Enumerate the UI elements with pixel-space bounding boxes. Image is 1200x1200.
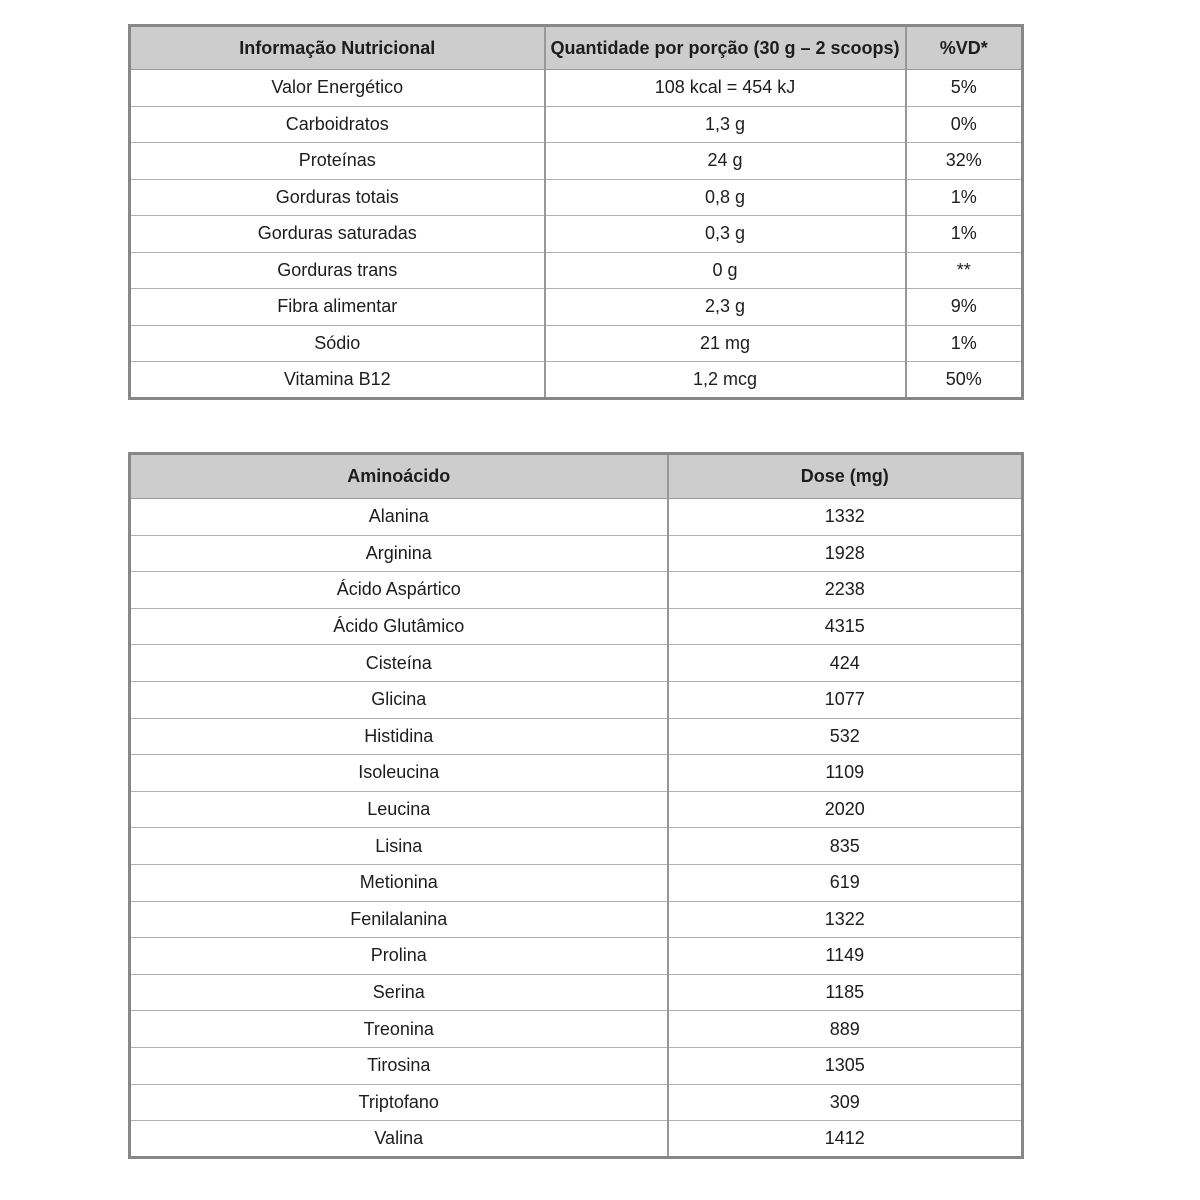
amino-name: Ácido Glutâmico (130, 608, 668, 645)
amino-header-dose: Dose (mg) (668, 454, 1023, 499)
amino-name: Valina (130, 1121, 668, 1158)
amino-dose: 619 (668, 864, 1023, 901)
nutrient-label: Sódio (130, 325, 545, 362)
table-row (130, 791, 1023, 828)
table-row (130, 681, 1023, 718)
table-row (130, 499, 1023, 536)
amino-dose: 1185 (668, 974, 1023, 1011)
nutrient-label: Fibra alimentar (130, 289, 545, 326)
nutrient-vd: ** (906, 252, 1023, 289)
amino-dose: 1332 (668, 499, 1023, 536)
amino-dose: 1109 (668, 755, 1023, 792)
table-row (130, 143, 1023, 180)
amino-dose: 1077 (668, 681, 1023, 718)
nutrient-amount: 1,2 mcg (545, 362, 906, 399)
amino-name: Glicina (130, 681, 668, 718)
table-row (130, 179, 1023, 216)
table-row (130, 70, 1023, 107)
amino-dose: 835 (668, 828, 1023, 865)
amino-dose: 2238 (668, 572, 1023, 609)
amino-name: Tirosina (130, 1047, 668, 1084)
table-row (130, 535, 1023, 572)
amino-dose: 532 (668, 718, 1023, 755)
amino-name: Triptofano (130, 1084, 668, 1121)
amino-name: Treonina (130, 1011, 668, 1048)
amino-name: Arginina (130, 535, 668, 572)
nutrient-amount: 0 g (545, 252, 906, 289)
table-row (130, 572, 1023, 609)
nutrient-label: Carboidratos (130, 106, 545, 143)
table-row (130, 325, 1023, 362)
nutrient-label: Vitamina B12 (130, 362, 545, 399)
table-row (130, 828, 1023, 865)
nutrient-amount: 24 g (545, 143, 906, 180)
amino-name: Cisteína (130, 645, 668, 682)
nutrient-vd: 9% (906, 289, 1023, 326)
nutrient-vd: 1% (906, 216, 1023, 253)
amino-dose: 1412 (668, 1121, 1023, 1158)
amino-name: Metionina (130, 864, 668, 901)
table-row (130, 252, 1023, 289)
nutrient-amount: 0,3 g (545, 216, 906, 253)
nutrient-vd: 1% (906, 179, 1023, 216)
nutrient-amount: 108 kcal = 454 kJ (545, 70, 906, 107)
amino-dose: 424 (668, 645, 1023, 682)
nutrient-amount: 1,3 g (545, 106, 906, 143)
table-row (130, 362, 1023, 399)
nutrient-vd: 0% (906, 106, 1023, 143)
amino-acid-table (128, 452, 1024, 1159)
table-row (130, 645, 1023, 682)
amino-dose: 1322 (668, 901, 1023, 938)
amino-name: Serina (130, 974, 668, 1011)
amino-dose: 4315 (668, 608, 1023, 645)
amino-header-row (130, 454, 1023, 499)
nutrient-amount: 0,8 g (545, 179, 906, 216)
amino-name: Alanina (130, 499, 668, 536)
amino-header-name: Aminoácido (130, 454, 668, 499)
amino-name: Leucina (130, 791, 668, 828)
nutrition-header-info: Informação Nutricional (130, 26, 545, 70)
table-row (130, 864, 1023, 901)
table-row (130, 938, 1023, 975)
amino-name: Isoleucina (130, 755, 668, 792)
table-row (130, 1047, 1023, 1084)
nutrient-label: Gorduras trans (130, 252, 545, 289)
table-row (130, 608, 1023, 645)
nutrition-table (128, 24, 1024, 400)
nutrient-vd: 50% (906, 362, 1023, 399)
table-row (130, 901, 1023, 938)
nutrient-vd: 32% (906, 143, 1023, 180)
table-row (130, 289, 1023, 326)
amino-name: Lisina (130, 828, 668, 865)
table-row (130, 755, 1023, 792)
table-row (130, 1121, 1023, 1158)
nutrient-label: Gorduras saturadas (130, 216, 545, 253)
nutrient-amount: 2,3 g (545, 289, 906, 326)
table-row (130, 1011, 1023, 1048)
nutrient-label: Valor Energético (130, 70, 545, 107)
nutrient-amount: 21 mg (545, 325, 906, 362)
table-row (130, 974, 1023, 1011)
amino-name: Prolina (130, 938, 668, 975)
nutrient-label: Proteínas (130, 143, 545, 180)
table-row (130, 718, 1023, 755)
table-row (130, 216, 1023, 253)
nutrient-label: Gorduras totais (130, 179, 545, 216)
amino-name: Fenilalanina (130, 901, 668, 938)
nutrition-header-quantity: Quantidade por porção (30 g – 2 scoops) (545, 26, 906, 70)
amino-dose: 1928 (668, 535, 1023, 572)
nutrition-header-row (130, 26, 1023, 70)
nutrient-vd: 5% (906, 70, 1023, 107)
amino-dose: 1149 (668, 938, 1023, 975)
amino-dose: 309 (668, 1084, 1023, 1121)
amino-dose: 1305 (668, 1047, 1023, 1084)
nutrient-vd: 1% (906, 325, 1023, 362)
table-row (130, 1084, 1023, 1121)
amino-name: Ácido Aspártico (130, 572, 668, 609)
nutrition-header-vd: %VD* (906, 26, 1023, 70)
amino-name: Histidina (130, 718, 668, 755)
amino-dose: 889 (668, 1011, 1023, 1048)
amino-dose: 2020 (668, 791, 1023, 828)
table-row (130, 106, 1023, 143)
